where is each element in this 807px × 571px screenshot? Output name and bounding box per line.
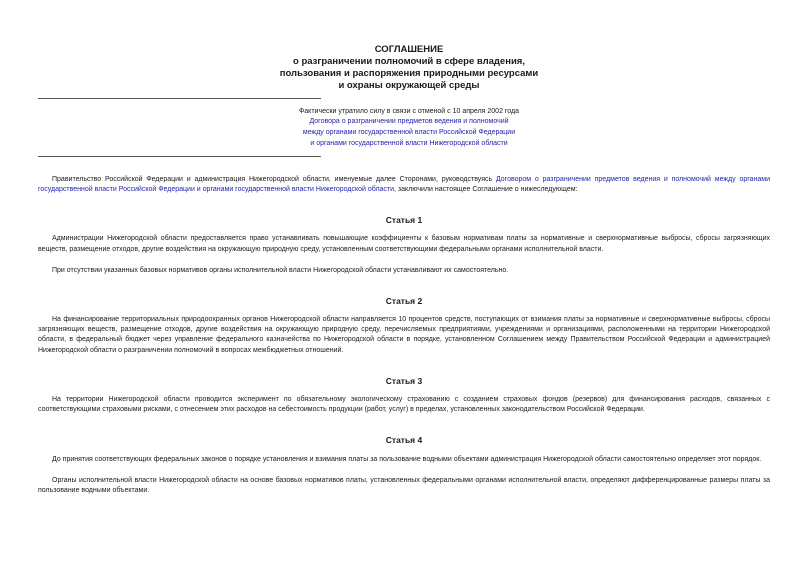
- article-4-paragraph-2: Органы исполнительной власти Нижегородской области на основе базовых нормативов платы, установленных федеральными органами исполнительной власти, определяют дифференцированные размеры платы за пользование водными объектами.: [38, 476, 770, 494]
- article-3-heading: Статья 3: [385, 375, 423, 386]
- title-line-3: пользования и распоряжения природными ресурсами: [279, 67, 539, 79]
- document-title: [48, 44, 770, 92]
- status-note-link-line-1: Договора о разграничении предметов ведения и полномочий: [309, 118, 509, 126]
- preamble-text-before: Правительство Российской Федерации и администрация Нижегородской области, именуемые далее Сторонами, руководствуясь: [52, 175, 496, 183]
- status-note-link[interactable]: [48, 117, 770, 150]
- divider-top: [38, 98, 321, 99]
- article-1-paragraph-1: Администрации Нижегородской области предоставляется право устанавливать повышающие коэффициенты к базовым нормативам платы за нормативные и сверхнормативные выбросы, сбросы загрязняющих веществ, размещение отходов, другие воздействия на окружающую природную среду, установленным соответствующими федеральными органами исполнительной власти.: [38, 235, 770, 253]
- article-2-heading: Статья 2: [385, 295, 423, 306]
- title-line-1: СОГЛАШЕНИЕ: [374, 44, 444, 55]
- preamble-text-after: , заключили настоящее Соглашение о нижеследующем:: [394, 186, 578, 194]
- article-4-heading: Статья 4: [385, 435, 423, 446]
- article-4-paragraph-1: До принятия соответствующих федеральных законов о порядке установления и взимания платы за пользование водными объектами администрация Нижегородской области самостоятельно определяет этот порядок.: [52, 455, 762, 463]
- article-1-paragraph-2: При отсутствии указанных базовых нормативов органы исполнительной власти Нижегородской области устанавливают их самостоятельно.: [52, 266, 509, 274]
- title-line-2: о разграничении полномочий в сфере владения,: [293, 55, 525, 67]
- status-note-link-line-2: между органами государственной власти Российской Федерации: [302, 129, 516, 137]
- divider-bottom: [38, 156, 321, 157]
- preamble-treaty-link[interactable]: Договором о разграничении предметов ведения и полномочий между органами государственной власти Российской Федерации и органами государственной власти Нижегородской области: [38, 175, 771, 194]
- status-note: [38, 107, 770, 150]
- status-note-link-line-3: и органами государственной власти Нижегородской области: [310, 140, 508, 148]
- article-2-paragraph-1: На финансирование территориальных природоохранных органов Нижегородской области направляется 10 процентов средств, поступающих от взимания платы за нормативные и сверхнормативные выбросы, сбросы загрязняющих веществ, размещение отходов, другие воздействия на окружающую природную среду, перечисляемых предприятиями, учреждениями и организациями, расположенными на территории Нижегородской области, в федеральный бюджет через управление федерального казначейства по Нижегородской области в порядке, установленном Соглашением между Правительством Российской Федерации и администрацией Нижегородской области о разграничении полномочий в вопросах межбюджетных отношений.: [38, 316, 770, 354]
- preamble: [38, 175, 770, 195]
- document-body: [38, 44, 770, 496]
- status-note-text: Фактически утратило силу в связи с отменой с 10 апреля 2002 года: [298, 107, 520, 115]
- article-1-heading: Статья 1: [385, 215, 423, 226]
- title-line-4: и охраны окружающей среды: [338, 79, 480, 91]
- article-3-paragraph-1: На территории Нижегородской области проводится эксперимент по обязательному экологическому страхованию с созданием страховых фондов (резервов) для финансирования расходов, связанных с соответствующими страховыми рисками, с отнесением этих расходов на себестоимость продукции (работ, услуг) в пределах, установленных законодательством Российской Федерации.: [38, 396, 770, 414]
